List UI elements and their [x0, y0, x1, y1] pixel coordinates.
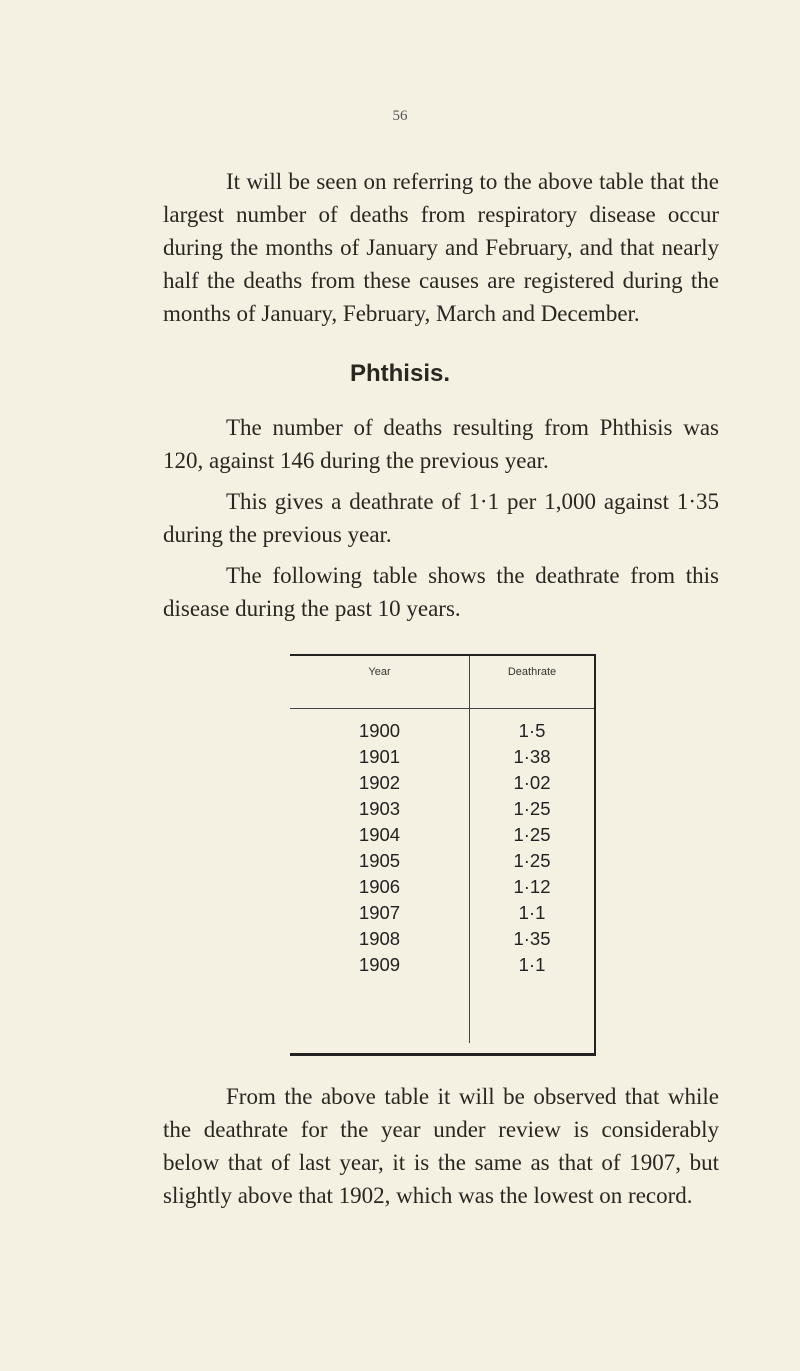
table-header-deathrate: Deathrate	[507, 666, 557, 678]
cell-deathrate: 1·1	[518, 954, 546, 975]
cell-year: 1901	[358, 746, 401, 767]
table-header-divider	[290, 708, 594, 709]
page-number: 56	[392, 108, 408, 124]
cell-deathrate: 1·25	[513, 798, 551, 819]
cell-deathrate: 1·25	[513, 824, 551, 845]
table-header-year: Year	[368, 666, 391, 678]
paragraph-table-intro: The following table shows the deathrate from this disease during the past 10 years.	[163, 563, 719, 621]
cell-year: 1906	[358, 876, 401, 897]
cell-deathrate: 1·38	[513, 746, 551, 767]
cell-year: 1903	[358, 798, 401, 819]
table-row	[290, 926, 594, 952]
cell-deathrate: 1·25	[513, 850, 551, 871]
deathrate-table	[290, 654, 596, 1056]
table-row	[290, 822, 594, 848]
cell-deathrate: 1·1	[518, 902, 546, 923]
cell-year: 1905	[358, 850, 401, 871]
cell-year: 1904	[358, 824, 401, 845]
cell-year: 1907	[358, 902, 401, 923]
table-row	[290, 952, 594, 978]
table-row	[290, 744, 594, 770]
section-heading: Phthisis.	[349, 360, 451, 387]
paragraph-conclusion: From the above table it will be observed that while the deathrate for the year under review is considerably below that of last year, it is the same as that of 1907, but slightly above that 1902, which was the lowest on record.	[163, 1084, 719, 1208]
cell-year: 1900	[358, 720, 401, 741]
cell-year: 1908	[358, 928, 401, 949]
paragraph-deathrate: This gives a deathrate of 1·1 per 1,000 against 1·35 during the previous year.	[163, 489, 719, 547]
paragraph-respiratory: It will be seen on referring to the above table that the largest number of deaths from respiratory disease occur during the months of January and February, and that nearly half the deaths from these causes are registered during the months of January, February, March and December.	[163, 169, 719, 326]
cell-deathrate: 1·02	[513, 772, 551, 793]
cell-year: 1902	[358, 772, 401, 793]
cell-deathrate: 1·5	[518, 720, 546, 741]
table-row	[290, 900, 594, 926]
table-row	[290, 874, 594, 900]
cell-deathrate: 1·12	[513, 876, 551, 897]
cell-year: 1909	[358, 954, 401, 975]
table-row	[290, 796, 594, 822]
cell-deathrate: 1·35	[513, 928, 551, 949]
table-row	[290, 770, 594, 796]
table-row	[290, 718, 594, 744]
table-body	[290, 718, 594, 978]
table-row	[290, 848, 594, 874]
paragraph-phthisis-deaths: The number of deaths resulting from Phthisis was 120, against 146 during the previous year.	[163, 415, 719, 473]
